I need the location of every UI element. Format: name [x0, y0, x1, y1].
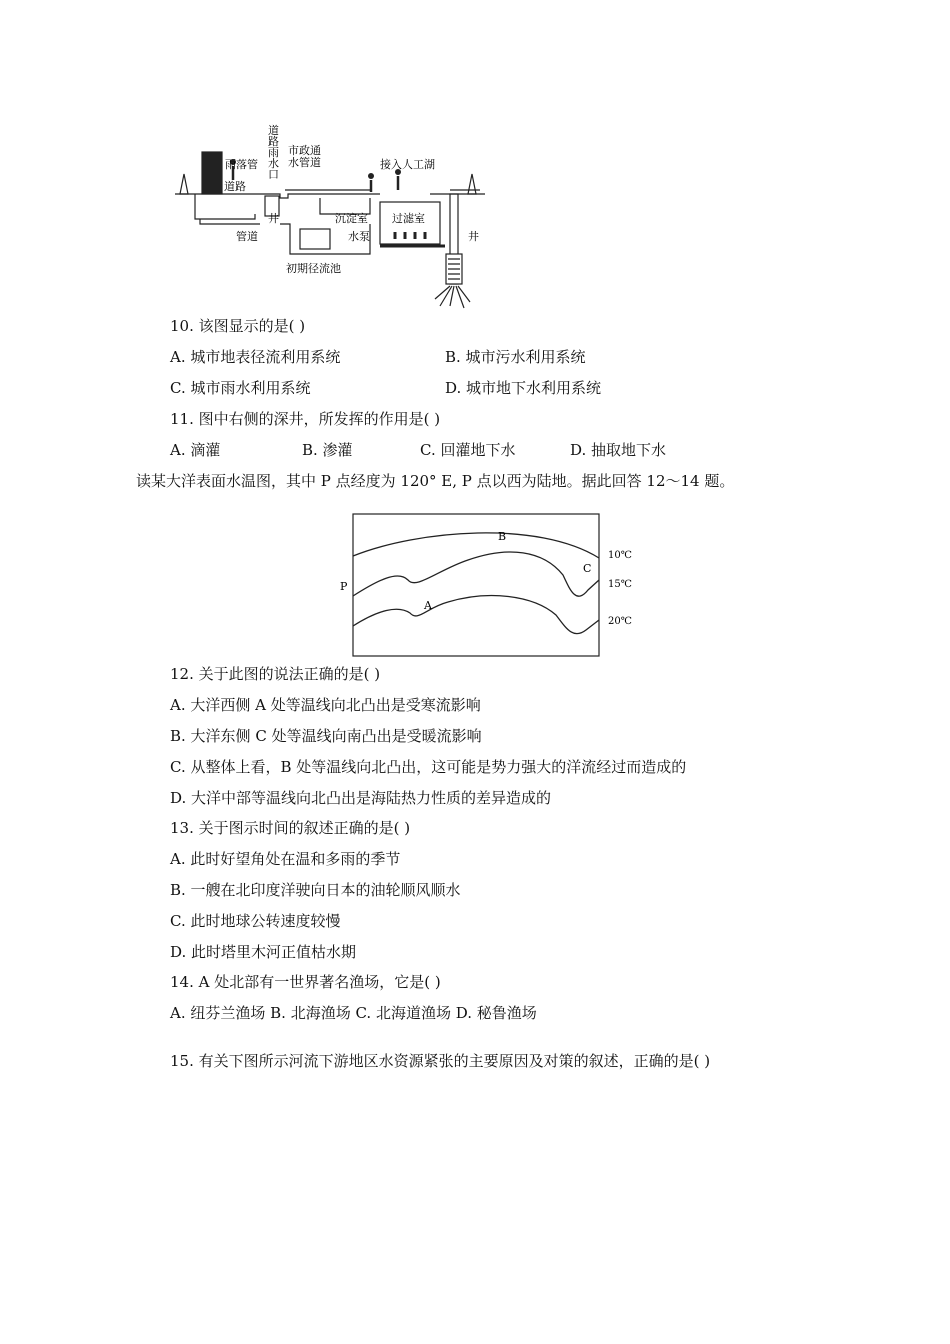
q10-stem: 10. 该图显示的是( ) — [170, 317, 306, 335]
ocean-isotherm-map — [338, 510, 638, 660]
q10-option-c: C. 城市雨水利用系统 — [170, 379, 311, 397]
label-road-inlet: 道路雨水口 — [268, 124, 279, 181]
label-municipal-2: 水管道 — [288, 156, 321, 169]
q11-option-a: A. 滴灌 — [170, 441, 221, 459]
label-pipe: 管道 — [236, 230, 258, 243]
q11-option-d: D. 抽取地下水 — [570, 441, 667, 459]
q12-option-c: C. 从整体上看，B 处等温线向北凸出，这可能是势力强大的洋流经过而造成的 — [170, 758, 687, 776]
rainwater-system-diagram — [170, 124, 490, 314]
q12-stem: 12. 关于此图的说法正确的是( ) — [170, 665, 381, 683]
label-filter: 过滤室 — [392, 212, 425, 225]
label-road: 道路 — [224, 180, 246, 193]
q12-option-a: A. 大洋西侧 A 处等温线向北凸出是受寒流影响 — [170, 696, 481, 714]
label-initial-pool: 初期径流池 — [286, 262, 341, 275]
label-well: 井 — [268, 212, 279, 225]
label-municipal: 市政通 — [288, 144, 321, 157]
label-settling: 沉淀室 — [335, 212, 368, 225]
map-frame — [353, 514, 599, 656]
q10-option-b: B. 城市污水利用系统 — [445, 348, 586, 366]
label-pump: 水泵 — [348, 230, 370, 243]
q13-option-a: A. 此时好望角处在温和多雨的季节 — [170, 850, 401, 868]
q14-stem: 14. A 处北部有一世界著名渔场，它是( ) — [170, 973, 441, 991]
q13-option-d: D. 此时塔里木河正值枯水期 — [170, 943, 357, 961]
q12-option-d: D. 大洋中部等温线向北凸出是海陆热力性质的差异造成的 — [170, 789, 552, 807]
isotherm-20 — [353, 596, 599, 634]
q11-stem: 11. 图中右侧的深井，所发挥的作用是( ) — [170, 410, 441, 428]
label-P: P — [340, 580, 348, 593]
label-well2: 井 — [468, 230, 479, 243]
q15-stem: 15. 有关下图所示河流下游地区水资源紧张的主要原因及对策的叙述，正确的是( ) — [170, 1052, 711, 1070]
isotherm-15 — [353, 552, 599, 596]
label-C: C — [583, 562, 592, 575]
label-B: B — [498, 530, 507, 543]
label-15c: 15℃ — [608, 579, 632, 590]
q13-option-c: C. 此时地球公转速度较慢 — [170, 912, 341, 930]
q13-option-b: B. 一艘在北印度洋驶向日本的油轮顺风顺水 — [170, 881, 461, 899]
q10-option-a: A. 城市地表径流利用系统 — [170, 348, 341, 366]
building-shape — [202, 152, 222, 194]
q13-stem: 13. 关于图示时间的叙述正确的是( ) — [170, 819, 411, 837]
q11-option-c: C. 回灌地下水 — [420, 441, 516, 459]
q10-option-d: D. 城市地下水利用系统 — [445, 379, 602, 397]
isotherm-10 — [353, 533, 599, 558]
q14-options: A. 纽芬兰渔场 B. 北海渔场 C. 北海道渔场 D. 秘鲁渔场 — [170, 1004, 537, 1022]
label-A: A — [424, 599, 432, 612]
intro-12-14: 读某大洋表面水温图，其中 P 点经度为 120° E, P 点以西为陆地。据此回答 12～14 题。 — [136, 472, 735, 490]
label-downpipe: 雨落管 — [225, 158, 258, 171]
label-10c: 10℃ — [608, 550, 632, 561]
label-lake: 接入人工湖 — [380, 158, 435, 171]
label-20c: 20℃ — [608, 616, 632, 627]
q11-option-b: B. 渗灌 — [302, 441, 353, 459]
q12-option-b: B. 大洋东侧 C 处等温线向南凸出是受暖流影响 — [170, 727, 482, 745]
